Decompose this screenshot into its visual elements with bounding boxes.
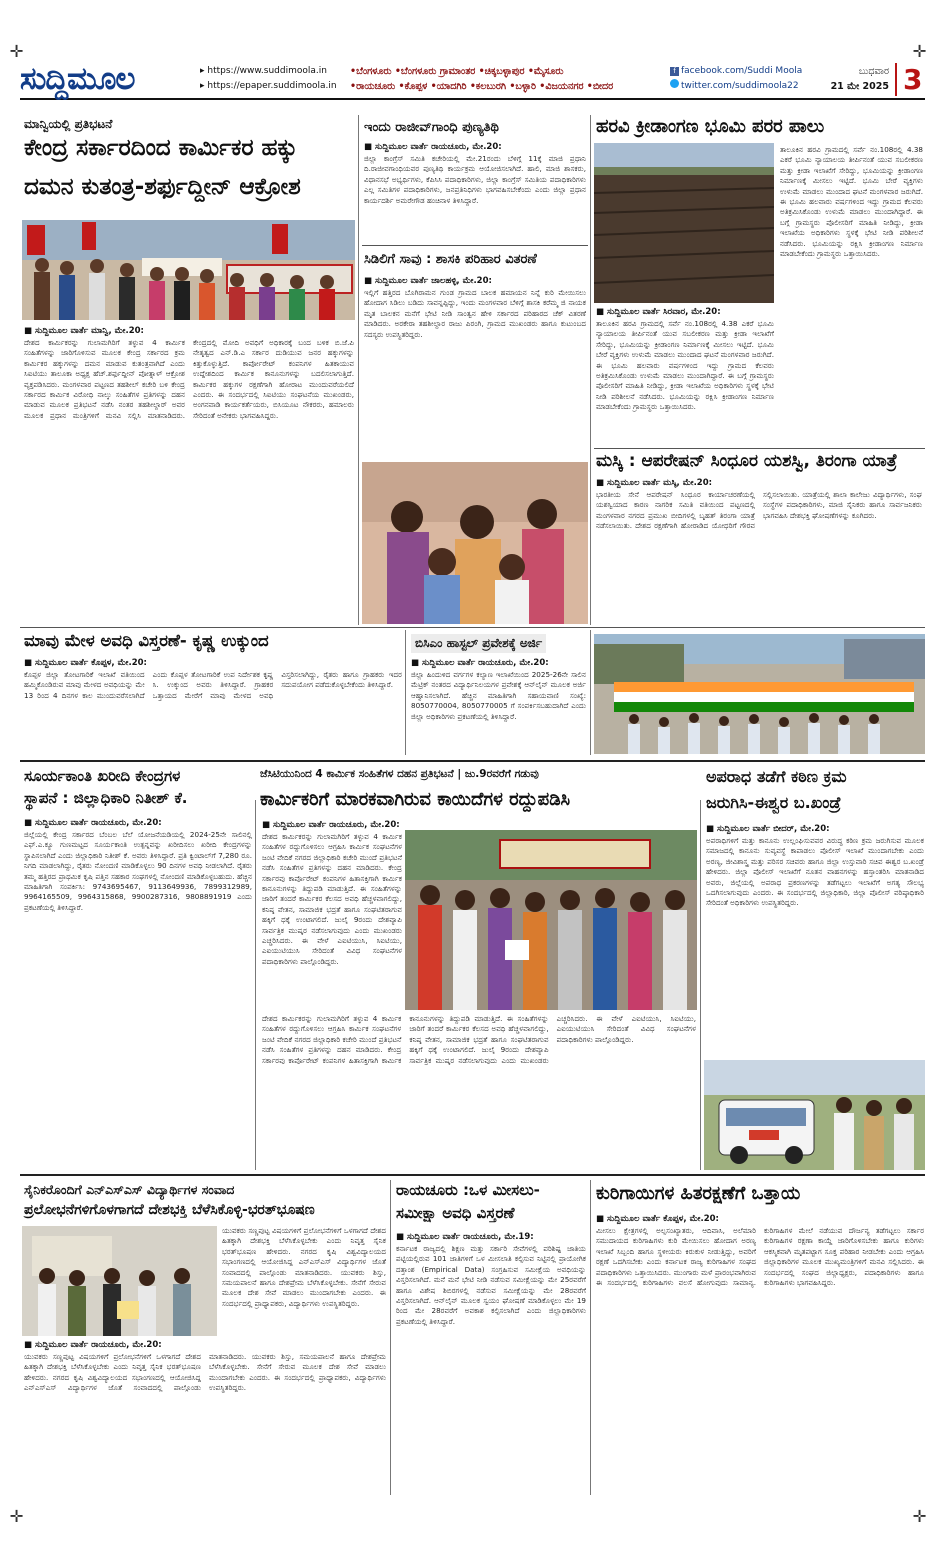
column-rule bbox=[590, 115, 591, 625]
column-rule bbox=[700, 800, 701, 1170]
section-rule bbox=[20, 627, 925, 628]
article-headline: ಕುರಿಗಾಯಿಗಳ ಹಿತರಕ್ಷಣೆಗೆ ಒತ್ತಾಯ bbox=[596, 1183, 801, 1204]
section-rule bbox=[594, 448, 925, 449]
article-body: ಯುವಕರು ಸಣ್ಣಪುಟ್ಟ ವಿಷಯಗಳಿಗೆ ಪ್ರಲೋಭನೆಗಳಿಗೆ ಒಳಗಾಗದೆ ದೇಶದ ಹಿತಕ್ಕಾಗಿ ದೇಶಭಕ್ತಿ ಬೆಳೆಸಿಕೊಳ್ಳಬೇಕು ಎಂದು ನಿವೃತ್ತ ಸೈನಿಕ ಭರತ್‌ಭೂಷಣ ಹೇಳಿದರು. ನಗರದ ಕೃಷಿ ವಿಶ್ವವಿದ್ಯಾಲಯದ ಸಭಾಂಗಣದಲ್ಲಿ ಆಯೋಜಿಸಿದ್ದ ಎನ್‌ಎಸ್‌ಎಸ್ ವಿದ್ಯಾರ್ಥಿಗಳ ಜೊತೆ ಸಂವಾದದಲ್ಲಿ ಪಾಲ್ಗೊಂಡು ಮಾತನಾಡಿದರು. ಯುವಕರು ಶಿಸ್ತು, ಸಮಯಪಾಲನೆ ಹಾಗೂ ದೇಶಪ್ರೇಮ ಬೆಳೆಸಿಕೊಳ್ಳಬೇಕು. ಸೇನೆಗೆ ಸೇರುವ ಮೂಲಕ ದೇಶ ಸೇವೆ ಮಾಡಲು ಮುಂದಾಗಬೇಕು ಎಂದರು. ಈ ಸಂದರ್ಭದಲ್ಲಿ ಪ್ರಾಧ್ಯಾಪಕರು, ವಿದ್ಯಾರ್ಥಿಗಳು ಉಪಸ್ಥಿತರಿದ್ದರು. bbox=[24, 1352, 386, 1393]
article-kicker: ಮಾನ್ವಿಯಲ್ಲಿ ಪ್ರತಿಭಟನೆ bbox=[24, 117, 113, 131]
cities-line-2: •ರಾಯಚೂರು •ಕೊಪ್ಪಳ •ಯಾದಗಿರಿ •ಕಲಬುರಗಿ •ಬಳ್ಳಾರಿ •ವಿಜಯನಗರ •ಬೀದರ bbox=[350, 81, 614, 92]
article-body-continued: ದೇಶದ ಕಾರ್ಮಿಕರನ್ನು ಗುಲಾಮಗಿರಿಗೆ ತಳ್ಳುವ 4 ಕಾರ್ಮಿಕ ಸಂಹಿತೆಗಳ ರದ್ದುಗೊಳಿಸಲು ಆಗ್ರಹಿಸಿ ಕಾರ್ಮಿಕ ಸಂಘಟನೆಗಳ ಜಂಟಿ ವೇದಿಕೆ ನಗರದ ಜಿಲ್ಲಾಧಿಕಾರಿ ಕಚೇರಿ ಮುಂದೆ ಪ್ರತಿಭಟನೆ ನಡೆಸಿ ಸಂಹಿತೆಗಳ ಪ್ರತಿಗಳನ್ನು ದಹನ ಮಾಡಿದರು. ಕೇಂದ್ರ ಸರ್ಕಾರವು ಕಾರ್ಪೊರೇಟ್ ಕಂಪನಿಗಳ ಹಿತಾಸಕ್ತಿಗಾಗಿ ಕಾರ್ಮಿಕ ಕಾನೂನುಗಳನ್ನು ತಿದ್ದುಪಡಿ ಮಾಡುತ್ತಿದೆ. ಈ ಸಂಹಿತೆಗಳನ್ನು ಜಾರಿಗೆ ತಂದರೆ ಕಾರ್ಮಿಕರ ಕೆಲಸದ ಅವಧಿ ಹೆಚ್ಚಳವಾಗಲಿದ್ದು, ಕನಿಷ್ಠ ವೇತನ, ಸಾಮಾಜಿಕ ಭದ್ರತೆ ಹಾಗೂ ಸಂಘಟಿತರಾಗುವ ಹಕ್ಕಿಗೆ ಧಕ್ಕೆ ಉಂಟಾಗಲಿದೆ. ಜುಲೈ 9ರಂದು ದೇಶವ್ಯಾಪಿ ಸಾರ್ವತ್ರಿಕ ಮುಷ್ಕರ ನಡೆಸಲಾಗುವುದು ಎಂದು ಮುಖಂಡರು ಎಚ್ಚರಿಸಿದರು. ಈ ವೇಳೆ ಎಐಟಿಯುಸಿ, ಸಿಐಟಿಯು, ಎಐಯುಟಿಯುಸಿ ಸೇರಿದಂತೆ ವಿವಿಧ ಸಂಘಟನೆಗಳ ಪದಾಧಿಕಾರಿಗಳು ಪಾಲ್ಗೊಂಡಿದ್ದರು. bbox=[262, 1014, 696, 1065]
article-kicker: ಇಂದು ರಾಜೀವ್‌ಗಾಂಧಿ ಪುಣ್ಯತಿಥಿ bbox=[364, 120, 499, 135]
article-body: ಮೀಸಲು ಕ್ಷೇತ್ರಗಳಲ್ಲಿ ಅಲ್ಪಸಂಖ್ಯಾತರು, ಆದಿವಾಸಿ, ಅಲೆಮಾರಿ ಸಮುದಾಯದ ಕುರಿಗಾಹಿಗಳು ಕುರಿ ಮೇಯಿಸಲು ಹೋದಾಗ ಅರಣ್ಯ ಇಲಾಖೆ ಸಿಬ್ಬಂದಿ ಹಾಗೂ ಸ್ಥಳೀಯರು ಕಿರುಕುಳ ನೀಡುತ್ತಿದ್ದು, ಅವರಿಗೆ ರಕ್ಷಣೆ ಒದಗಿಸಬೇಕು ಎಂದು ಕರ್ನಾಟಕ ರಾಜ್ಯ ಕುರಿಗಾಹಿಗಳ ಸಂಘದ ಪದಾಧಿಕಾರಿಗಳು ಒತ್ತಾಯಿಸಿದರು. ಮುಂಗಾರು ಮಳೆ ಪ್ರಾರಂಭವಾಗಿರುವ ಈ ಸಂದರ್ಭದಲ್ಲಿ ಕುರಿಗಾಹಿಗಳು ವಲಸೆ ಹೋಗುವುದು ಸಾಮಾನ್ಯ. ಕುರಿಗಾಹಿಗಳ ಮೇಲೆ ನಡೆಯುವ ದೌರ್ಜನ್ಯ ತಡೆಗಟ್ಟಲು ಸರ್ಕಾರ ಕುರಿಗಾಹಿಗಳ ರಕ್ಷಣಾ ಕಾಯ್ದೆ ಜಾರಿಗೊಳಿಸಬೇಕು ಹಾಗೂ ಕುರಿಗಳು ಆಕಸ್ಮಿಕವಾಗಿ ಮೃತಪಟ್ಟಾಗ ಸೂಕ್ತ ಪರಿಹಾರ ನೀಡಬೇಕು ಎಂದು ಆಗ್ರಹಿಸಿ ಜಿಲ್ಲಾಧಿಕಾರಿಗಳ ಮೂಲಕ ಮುಖ್ಯಮಂತ್ರಿಗಳಿಗೆ ಮನವಿ ಸಲ್ಲಿಸಿದರು. ಈ ಸಂದರ್ಭದಲ್ಲಿ ಸಂಘದ ಜಿಲ್ಲಾಧ್ಯಕ್ಷರು, ಪದಾಧಿಕಾರಿಗಳು ಹಾಗೂ ಕುರಿಗಾಹಿಗಳು ಭಾಗವಹಿಸಿದ್ದರು. bbox=[596, 1226, 924, 1288]
article-headline: ಮಸ್ಕಿ : ಆಪರೇಷನ್ ಸಿಂಧೂರ ಯಶಸ್ವಿ, ತಿರಂಗಾ ಯಾತ್ರೆ bbox=[596, 451, 898, 471]
article-byline: ■ ಸುದ್ದಿಮೂಲ ವಾರ್ತೆ ರಾಯಚೂರು, ಮೇ.19: bbox=[396, 1232, 534, 1242]
crop-mark: ✛ bbox=[10, 1503, 24, 1528]
protest-photo bbox=[22, 220, 355, 320]
article-body: ಇಲ್ಲಿಗೆ ಹತ್ತಿರದ ಬೊಗಿರಾಮನ ಗುಂಡ ಗ್ರಾಮದ ಬಾಲಕ ಹಮಾಯನ ನಿನ್ನೆ ಕುರಿ ಮೇಯಿಸಲು ಹೋದಾಗ ಸಿಡಿಲು ಬಡಿದು ಸಾವನ್ನಪ್ಪಿದ್ದು, ಇಂದು ಮಂಗಳವಾರ ಬೆಳಿಗ್ಗೆ ಶಾಸಕಿ ಕರೆಮ್ಮ ಜಿ ನಾಯಕ ಮೃತ ಬಾಲಕನ ಮನೆಗೆ ಭೇಟಿ ನೀಡಿ ಸಾಂತ್ವನ ಹೇಳಿ ಸರ್ಕಾರದ ಪರಿಹಾರದ ಚೆಕ್ ವಿತರಣೆ ಮಾಡಿದರು. ಅರಕೇರಾ ತಹಶೀಲ್ದಾರ ರಾಜು ಪಿರಂಗಿ, ಗ್ರಾಮದ ಮುಖಂಡರು ಹಾಗೂ ಕುಟುಂಬದ ಸದಸ್ಯರು ಉಪಸ್ಥಿತರಿದ್ದರು. bbox=[364, 288, 586, 339]
article-body: ದೇಶದ ಕಾರ್ಮಿಕರನ್ನು ಗುಲಾಮಗಿರಿಗೆ ತಳ್ಳುವ 4 ಕಾರ್ಮಿಕ ಸಂಹಿತೆಗಳನ್ನು ಜಾರಿಗೊಳಿಸುವ ಮೂಲಕ ಕೇಂದ್ರ ಸರ್ಕಾರದ ಕ್ರಮ ಕಾರ್ಮಿಕರ ಹಕ್ಕುಗಳನ್ನು ದಮನ ಮಾಡುವ ಕುತಂತ್ರವಾಗಿದೆ ಎಂದು ಸಿಐಟಿಯು ತಾಲೂಕಾ ಅಧ್ಯಕ್ಷ ಹೆಚ್.ಶರ್ಫುದ್ದೀನ್ ಪೋತ್ನಾಳ್ ಆಕ್ರೋಶ ವ್ಯಕ್ತಪಡಿಸಿದರು. ಮಂಗಳವಾರ ಪಟ್ಟಣದ ತಹಶೀಲ್ ಕಚೇರಿ ಬಳಿ ಕೇಂದ್ರ ಸರ್ಕಾರದ ಕಾರ್ಮಿಕ ವಿರೋಧಿ ನಾಲ್ಕು ಸಂಹಿತೆಗಳ ಪ್ರತಿಗಳನ್ನು ದಹನ ಮಾಡುವ ಮೂಲಕ ಪ್ರತಿಭಟನೆ ನಡೆಸಿ ನಂತರ ತಹಶೀಲ್ದಾರ್ ಅವರ ಮೂಲಕ ಪ್ರಧಾನ ಮಂತ್ರಿಗಳಿಗೆ ಮನವಿ ಸಲ್ಲಿಸಿ ಮಾತನಾಡಿದರು. ಕೇಂದ್ರದಲ್ಲಿ ಮೋದಿ ಅವಧಿಗೆ ಅಧಿಕಾರಕ್ಕೆ ಬಂದ ಬಳಿಕ ಬಿ.ಜೆ.ಪಿ ನೇತೃತ್ವದ ಎನ್.ಡಿ.ಎ ಸರ್ಕಾರ ದುಡಿಯುವ ಜನರ ಹಕ್ಕುಗಳನ್ನು ಕಿತ್ತುಕೊಳ್ಳುತ್ತಿದೆ. ಕಾರ್ಪೋರೇಟ್ ಕಂಪನಿಗಳ ಹಿತಕಾಯುವ ಉದ್ದೇಶದಿಂದ ಕಾರ್ಮಿಕ ಕಾನೂನುಗಳನ್ನು ಬದಲಿಸಲಾಗುತ್ತಿದೆ. ಕಾರ್ಮಿಕರ ಹಕ್ಕುಗಳ ರಕ್ಷಣೆಗಾಗಿ ಹೋರಾಟ ಮುಂದುವರೆಯಲಿದೆ ಎಂದರು. ಈ ಸಂದರ್ಭದಲ್ಲಿ ಸಿಐಟಿಯು ಸಂಘಟನೆಯ ಮುಖಂಡರು, ಅಂಗನವಾಡಿ ಕಾರ್ಯಕರ್ತೆಯರು, ಬಿಸಿಯೂಟ ನೌಕರರು, ಹಮಾಲರು ಸೇರಿದಂತೆ ಅನೇಕರು ಭಾಗವಹಿಸಿದ್ದರು. bbox=[24, 338, 354, 420]
article-headline: ಸೂರ್ಯಕಾಂತಿ ಖರೀದಿ ಕೇಂದ್ರಗಳ bbox=[24, 767, 181, 785]
crop-mark: ✛ bbox=[913, 38, 927, 63]
issue-date bbox=[820, 64, 895, 94]
article-byline: ■ ಸುದ್ದಿಮೂಲ ವಾರ್ತೆ ರಾಯಚೂರು, ಮೇ.20: bbox=[24, 818, 162, 828]
newspaper-logo: ಸುದ್ದಿಮೂಲ bbox=[20, 60, 135, 97]
cities-line-1: •ಬೆಂಗಳೂರು •ಬೆಂಗಳೂರು ಗ್ರಾಮಾಂತರ •ಚಿಕ್ಕಬಳ್ಳಾಪುರ •ಮೈಸೂರು bbox=[350, 66, 564, 77]
article-body: ಜಿಲ್ಲಾ ಹಿಂದುಳಿದ ವರ್ಗಗಳ ಕಲ್ಯಾಣ ಇಲಾಖೆಯಿಂದ 2025-26ನೇ ಸಾಲಿನ ಮೆಟ್ರಿಕ್ ನಂತರದ ವಿದ್ಯಾರ್ಥಿನಿಲಯಗಳ ಪ್ರವೇಶಕ್ಕೆ ಆನ್‌ಲೈನ್ ಮೂಲಕ ಅರ್ಜಿ ಆಹ್ವಾನಿಸಲಾಗಿದೆ. ಹೆಚ್ಚಿನ ಮಾಹಿತಿಗಾಗಿ ಸಹಾಯವಾಣಿ ಸಂಖ್ಯೆ: 8050770004, 8050770005 ಗೆ ಸಂಪರ್ಕಿಸಬಹುದಾಗಿದೆ ಎಂದು ಜಿಲ್ಲಾ ಅಧಿಕಾರಿಗಳು ಪ್ರಕಟಣೆಯಲ್ಲಿ ತಿಳಿಸಿದ್ದಾರೆ. bbox=[411, 670, 586, 721]
article-byline: ■ ಸುದ್ದಿಮೂಲ ವಾರ್ತೆ ರಾಯಚೂರು, ಮೇ.20: bbox=[364, 142, 502, 152]
nss-event-photo bbox=[22, 1226, 217, 1336]
article-body: ಅಪರಾಧಿಗಳಿಗೆ ಮತ್ತು ಕಾನೂನು ಉಲ್ಲಂಘಿಸುವವರ ವಿರುದ್ಧ ಕಠಿಣ ಕ್ರಮ ಜರುಗಿಸುವ ಮೂಲಕ ಸಮಾಜದಲ್ಲಿ ಕಾನೂನು ಸುವ್ಯವಸ್ಥೆ ಕಾಪಾಡಲು ಪೊಲೀಸ್ ಇಲಾಖೆ ಮುಂದಾಗಬೇಕು ಎಂದು ಅರಣ್ಯ, ಜೀವಿಶಾಸ್ತ್ರ ಮತ್ತು ಪರಿಸರ ಸಚಿವರು ಹಾಗೂ ಜಿಲ್ಲಾ ಉಸ್ತುವಾರಿ ಸಚಿವ ಈಶ್ವರ ಬ.ಖಂಡ್ರೆ ಹೇಳಿದರು. ಜಿಲ್ಲಾ ಪೊಲೀಸ್ ಇಲಾಖೆಗೆ ನೂತನ ವಾಹನಗಳನ್ನು ಹಸ್ತಾಂತರಿಸಿ ಮಾತನಾಡಿದ ಅವರು, ಜಿಲ್ಲೆಯಲ್ಲಿ ಅಪರಾಧ ಪ್ರಕರಣಗಳನ್ನು ತಡೆಗಟ್ಟಲು ಇಲಾಖೆಗೆ ಅಗತ್ಯ ಸೌಲಭ್ಯ ಒದಗಿಸಲಾಗುವುದು ಎಂದರು. ಈ ಸಂದರ್ಭದಲ್ಲಿ ಜಿಲ್ಲಾಧಿಕಾರಿ, ಜಿಲ್ಲಾ ಪೊಲೀಸ್ ವರಿಷ್ಠಾಧಿಕಾರಿ ಸೇರಿದಂತೆ ಅಧಿಕಾರಿಗಳು ಉಪಸ್ಥಿತರಿದ್ದರು. bbox=[706, 836, 924, 908]
article-byline: ■ ಸುದ್ದಿಮೂಲ ವಾರ್ತೆ ಸಿರವಾರ, ಮೇ.20: bbox=[596, 307, 721, 317]
issue-date-text: 21 ಮೇ 2025 bbox=[830, 81, 889, 92]
article-headline: ಸ್ಥಾಪನೆ : ಜಿಲ್ಲಾಧಿಕಾರಿ ನಿತೀಶ್ ಕೆ. bbox=[24, 789, 188, 807]
article-byline: ■ ಸುದ್ದಿಮೂಲ ವಾರ್ತೆ ರಾಯಚೂರು, ಮೇ.20: bbox=[411, 658, 549, 668]
article-headline: ಸಮೀಕ್ಷಾ ಅವಧಿ ವಿಸ್ತರಣೆ bbox=[396, 1204, 515, 1222]
farmland-photo bbox=[594, 143, 774, 303]
crop-mark: ✛ bbox=[10, 38, 24, 63]
article-byline: ■ ಸುದ್ದಿಮೂಲ ವಾರ್ತೆ ರಾಯಚೂರು, ಮೇ.20: bbox=[262, 820, 400, 830]
issue-day: ಬುಧವಾರ bbox=[858, 66, 889, 77]
column-rule bbox=[390, 1180, 391, 1495]
masthead bbox=[20, 60, 925, 100]
edition-cities bbox=[350, 64, 670, 94]
website-url[interactable]: ▸ https://www.suddimoola.in bbox=[200, 66, 327, 76]
police-vehicle-photo bbox=[704, 1060, 925, 1170]
crop-mark: ✛ bbox=[913, 1503, 927, 1528]
twitter-link[interactable]: twitter.com/suddimoola22 bbox=[670, 79, 820, 94]
page-number: 3 bbox=[895, 63, 922, 96]
tiranga-rally-photo bbox=[594, 634, 925, 754]
article-body: ತಾಲೂಕಿನ ಹರವಿ ಗ್ರಾಮದಲ್ಲಿ ಸರ್ವೆ ನಂ.108ರಲ್ಲಿ 4.38 ಎಕರೆ ಭೂಮಿ ನ್ಯಾಯಾಲಯ ತೀರ್ಪಿನಂತೆ ಯುವ ಸಬಲೀಕರಣ ಮತ್ತು ಕ್ರೀಡಾ ಇಲಾಖೆಗೆ ಸೇರಿದ್ದು, ಭೂಮಿಯನ್ನು ಕ್ರೀಡಾಂಗಣ ನಿರ್ಮಾಣಕ್ಕೆ ಮೀಸಲು ಇಟ್ಟಿದೆ. ಭೂಮಿ ಬೇರೆ ವ್ಯಕ್ತಿಗಳು ಉಳುಮೆ ಮಾಡಲು ಮುಂದಾದ ಘಟನೆ ಮಂಗಳವಾರ ಜರುಗಿದೆ. ಈ ಭೂಮಿ ಹಲವಾರು ವರ್ಷಗಳಿಂದ ಇದ್ದು ಗ್ರಾಮದ ಕೆಲವರು ಅತಿಕ್ರಮಿಸಿಕೊಂಡು ಉಳುಮೆ ಮಾಡಲು ಮುಂದಾಗಿದ್ದಾರೆ. ಈ ಬಗ್ಗೆ ಗ್ರಾಮಸ್ಥರು ಪೊಲೀಸರಿಗೆ ಮಾಹಿತಿ ನೀಡಿದ್ದು, ಕ್ರೀಡಾ ಇಲಾಖೆಯ ಅಧಿಕಾರಿಗಳು ಸ್ಥಳಕ್ಕೆ ಭೇಟಿ ನೀಡಿ ಪರಿಶೀಲನೆ ನಡೆಸಿದರು. ಭೂಮಿಯನ್ನು ರಕ್ಷಿಸಿ ಕ್ರೀಡಾಂಗಣ ನಿರ್ಮಾಣ ಮಾಡಬೇಕೆಂದು ಗ್ರಾಮಸ್ಥರು ಒತ್ತಾಯಿಸಿದರು. bbox=[596, 319, 774, 412]
column-rule bbox=[405, 630, 406, 755]
epaper-url[interactable]: ▸ https://epaper.suddimoola.in bbox=[200, 81, 337, 91]
section-rule bbox=[20, 1174, 925, 1176]
facebook-icon: f bbox=[670, 67, 679, 76]
article-body: ಕೊಪ್ಪಳ ಜಿಲ್ಲಾ ತೋಟಗಾರಿಕೆ ಇಲಾಖೆ ವತಿಯಿಂದ ಹಮ್ಮಿಕೊಂಡಿರುವ ಮಾವು ಮೇಳದ ಅವಧಿಯನ್ನು ಮೇ 13 ರಿಂದ 4 ದಿನಗಳ ಕಾಲ ಮುಂದುವರೆಸಲಾಗಿದೆ ಎಂದು ಕೊಪ್ಪಳ ತೋಟಗಾರಿಕೆ ಉಪ ನಿರ್ದೇಶಕ ಕೃಷ್ಣ ಸಿ. ಉಕ್ಕುಂದ ಅವರು ತಿಳಿಸಿದ್ದಾರೆ. ಗ್ರಾಹಕರ ಒತ್ತಾಯದ ಮೇರೆಗೆ ಮಾವು ಮೇಳದ ಅವಧಿ ವಿಸ್ತರಿಸಲಾಗಿದ್ದು, ರೈತರು ಹಾಗೂ ಗ್ರಾಹಕರು ಇದರ ಸದುಪಯೋಗ ಪಡೆದುಕೊಳ್ಳಬೇಕೆಂದು ತಿಳಿಸಿದ್ದಾರೆ. bbox=[24, 670, 402, 700]
article-byline: ■ ಸುದ್ದಿಮೂಲ ವಾರ್ತೆ ಬೀದರ್, ಮೇ.20: bbox=[706, 824, 830, 834]
facebook-link[interactable]: f facebook.com/Suddi Moola bbox=[670, 64, 820, 79]
article-byline: ■ ಸುದ್ದಿಮೂಲ ವಾರ್ತೆ ರಾಯಚೂರು, ಮೇ.20: bbox=[24, 1340, 162, 1350]
article-headline: ಪ್ರಲೋಭನೆಗಳಿಗೊಳಗಾಗದೆ ದೇಶಭಕ್ತಿ ಬೆಳೆಸಿಕೊಳ್ಳಿ-ಭರತ್‌ಭೂಷಣ bbox=[24, 1202, 315, 1218]
article-body-side: ಯುವಕರು ಸಣ್ಣಪುಟ್ಟ ವಿಷಯಗಳಿಗೆ ಪ್ರಲೋಭನೆಗಳಿಗೆ ಒಳಗಾಗದೆ ದೇಶದ ಹಿತಕ್ಕಾಗಿ ದೇಶಭಕ್ತಿ ಬೆಳೆಸಿಕೊಳ್ಳಬೇಕು ಎಂದು ನಿವೃತ್ತ ಸೈನಿಕ ಭರತ್‌ಭೂಷಣ ಹೇಳಿದರು. ನಗರದ ಕೃಷಿ ವಿಶ್ವವಿದ್ಯಾಲಯದ ಸಭಾಂಗಣದಲ್ಲಿ ಆಯೋಜಿಸಿದ್ದ ಎನ್‌ಎಸ್‌ಎಸ್ ವಿದ್ಯಾರ್ಥಿಗಳ ಜೊತೆ ಸಂವಾದದಲ್ಲಿ ಪಾಲ್ಗೊಂಡು ಮಾತನಾಡಿದರು. ಯುವಕರು ಶಿಸ್ತು, ಸಮಯಪಾಲನೆ ಹಾಗೂ ದೇಶಪ್ರೇಮ ಬೆಳೆಸಿಕೊಳ್ಳಬೇಕು. ಸೇನೆಗೆ ಸೇರುವ ಮೂಲಕ ದೇಶ ಸೇವೆ ಮಾಡಲು ಮುಂದಾಗಬೇಕು ಎಂದರು. ಈ ಸಂದರ್ಭದಲ್ಲಿ ಪ್ರಾಧ್ಯಾಪಕರು, ವಿದ್ಯಾರ್ಥಿಗಳು ಉಪಸ್ಥಿತರಿದ್ದರು. bbox=[222, 1226, 386, 1308]
article-body: ಕರ್ನಾಟಕ ರಾಜ್ಯದಲ್ಲಿ ಶಿಕ್ಷಣ ಮತ್ತು ಸರ್ಕಾರಿ ಸೇವೆಗಳಲ್ಲಿ ಪರಿಶಿಷ್ಟ ಜಾತಿಯ ಪಟ್ಟಿಯಲ್ಲಿರುವ 101 ಜಾತಿಗಳಿಗೆ ಒಳ ಮೀಸಲಾತಿ ಕಲ್ಪಿಸುವ ನಿಟ್ಟಿನಲ್ಲಿ ಪ್ರಾಯೋಗಿಕ ದತ್ತಾಂಶ (Empirical Data) ಸಂಗ್ರಹಿಸುವ ಸಮೀಕ್ಷೆಯ ಅವಧಿಯನ್ನು ವಿಸ್ತರಿಸಲಾಗಿದೆ. ಮನೆ ಮನೆ ಭೇಟಿ ನೀಡಿ ನಡೆಸುವ ಸಮೀಕ್ಷೆಯನ್ನು ಮೇ 25ರವರೆಗೆ ಹಾಗೂ ವಿಶೇಷ ಶಿಬಿರಗಳಲ್ಲಿ ನಡೆಸುವ ಸಮೀಕ್ಷೆಯನ್ನು ಮೇ 28ರವರೆಗೆ ವಿಸ್ತರಿಸಲಾಗಿದೆ. ಆನ್‌ಲೈನ್ ಮೂಲಕ ಸ್ವಯಂ ಘೋಷಣೆ ಮಾಡಿಕೊಳ್ಳಲು ಮೇ 19 ರಿಂದ ಮೇ 28ರವರೆಗೆ ಅವಕಾಶ ಕಲ್ಪಿಸಲಾಗಿದೆ ಎಂದು ಜಿಲ್ಲಾಧಿಕಾರಿಗಳು ಪ್ರಕಟಣೆಯಲ್ಲಿ ತಿಳಿಸಿದ್ದಾರೆ. bbox=[396, 1244, 586, 1326]
article-byline: ■ ಸುದ್ದಿಮೂಲ ವಾರ್ತೆ ಮಸ್ಕಿ, ಮೇ.20: bbox=[596, 478, 713, 488]
article-byline: ■ ಸುದ್ದಿಮೂಲ ವಾರ್ತೆ ಮಾನ್ವಿ, ಮೇ.20: bbox=[24, 326, 144, 336]
article-byline: ■ ಸುದ್ದಿಮೂಲ ವಾರ್ತೆ ಜಾಲಹಳ್ಳಿ, ಮೇ.20: bbox=[364, 276, 492, 286]
article-body: ದೇಶದ ಕಾರ್ಮಿಕರನ್ನು ಗುಲಾಮಗಿರಿಗೆ ತಳ್ಳುವ 4 ಕಾರ್ಮಿಕ ಸಂಹಿತೆಗಳ ರದ್ದುಗೊಳಿಸಲು ಆಗ್ರಹಿಸಿ ಕಾರ್ಮಿಕ ಸಂಘಟನೆಗಳ ಜಂಟಿ ವೇದಿಕೆ ನಗರದ ಜಿಲ್ಲಾಧಿಕಾರಿ ಕಚೇರಿ ಮುಂದೆ ಪ್ರತಿಭಟನೆ ನಡೆಸಿ ಸಂಹಿತೆಗಳ ಪ್ರತಿಗಳನ್ನು ದಹನ ಮಾಡಿದರು. ಕೇಂದ್ರ ಸರ್ಕಾರವು ಕಾರ್ಪೊರೇಟ್ ಕಂಪನಿಗಳ ಹಿತಾಸಕ್ತಿಗಾಗಿ ಕಾರ್ಮಿಕ ಕಾನೂನುಗಳನ್ನು ತಿದ್ದುಪಡಿ ಮಾಡುತ್ತಿದೆ. ಈ ಸಂಹಿತೆಗಳನ್ನು ಜಾರಿಗೆ ತಂದರೆ ಕಾರ್ಮಿಕರ ಕೆಲಸದ ಅವಧಿ ಹೆಚ್ಚಳವಾಗಲಿದ್ದು, ಕನಿಷ್ಠ ವೇತನ, ಸಾಮಾಜಿಕ ಭದ್ರತೆ ಹಾಗೂ ಸಂಘಟಿತರಾಗುವ ಹಕ್ಕಿಗೆ ಧಕ್ಕೆ ಉಂಟಾಗಲಿದೆ. ಜುಲೈ 9ರಂದು ದೇಶವ್ಯಾಪಿ ಸಾರ್ವತ್ರಿಕ ಮುಷ್ಕರ ನಡೆಸಲಾಗುವುದು ಎಂದು ಮುಖಂಡರು ಎಚ್ಚರಿಸಿದರು. ಈ ವೇಳೆ ಎಐಟಿಯುಸಿ, ಸಿಐಟಿಯು, ಎಐಯುಟಿಯುಸಿ ಸೇರಿದಂತೆ ವಿವಿಧ ಸಂಘಟನೆಗಳ ಪದಾಧಿಕಾರಿಗಳು ಪಾಲ್ಗೊಂಡಿದ್ದರು. bbox=[262, 832, 402, 966]
article-headline: ಜರುಗಿಸಿ-ಈಶ್ವರ ಬ.ಖಂಡ್ರೆ bbox=[706, 793, 841, 812]
column-rule bbox=[590, 630, 591, 755]
article-headline: ಕಾರ್ಮಿಕರಿಗೆ ಮಾರಕವಾಗಿರುವ ಕಾಯಿದೆಗಳ ರದ್ದುಪಡಿಸಿ bbox=[260, 789, 571, 810]
article-body: ಭಾರತೀಯ ಸೇನೆ ಆಪರೇಷನ್ ಸಿಂಧೂರ ಕಾರ್ಯಾಚರಣೆಯಲ್ಲಿ ಯಶಸ್ವಿಯಾದ ಕಾರಣ ನಾಗರಿಕ ಸಮಿತಿ ವತಿಯಿಂದ ಪಟ್ಟಣದಲ್ಲಿ ಮಂಗಳವಾರ ನಗರದ ಪ್ರಮುಖ ಬೀದಿಗಳಲ್ಲಿ ಬೃಹತ್ ತಿರಂಗಾ ಯಾತ್ರೆ ನಡೆಸಲಾಯಿತು. ದೇಶದ ರಕ್ಷಣೆಗಾಗಿ ಹೋರಾಡಿದ ಯೋಧರಿಗೆ ಗೌರವ ಸಲ್ಲಿಸಲಾಯಿತು. ಯಾತ್ರೆಯಲ್ಲಿ ಶಾಲಾ ಕಾಲೇಜು ವಿದ್ಯಾರ್ಥಿಗಳು, ಸಂಘ ಸಂಸ್ಥೆಗಳ ಪದಾಧಿಕಾರಿಗಳು, ಮಾಜಿ ಸೈನಿಕರು ಹಾಗೂ ಸಾರ್ವಜನಿಕರು ಭಾಗವಹಿಸಿ ದೇಶಭಕ್ತಿ ಘೋಷಣೆಗಳನ್ನು ಕೂಗಿದರು. bbox=[596, 490, 922, 531]
article-headline: ದಮನ ಕುತಂತ್ರ-ಶರ್ಫುದ್ದೀನ್ ಆಕ್ರೋಶ bbox=[24, 174, 301, 200]
article-byline: ■ ಸುದ್ದಿಮೂಲ ವಾರ್ತೆ ಕೊಪ್ಪಳ, ಮೇ.20: bbox=[24, 658, 147, 668]
article-body: ಜಿಲ್ಲೆಯಲ್ಲಿ ಕೇಂದ್ರ ಸರ್ಕಾರದ ಬೆಂಬಲ ಬೆಲೆ ಯೋಜನೆಯಡಿಯಲ್ಲಿ 2024-25ನೇ ಸಾಲಿನಲ್ಲಿ ಎಫ್.ಎ.ಕ್ಯೂ ಗುಣಮಟ್ಟದ ಸೂರ್ಯಕಾಂತಿ ಉತ್ಪನ್ನವನ್ನು ಖರೀದಿಸಲು ಖರೀದಿ ಕೇಂದ್ರಗಳನ್ನು ಸ್ಥಾಪಿಸಲಾಗಿದೆ ಎಂದು ಜಿಲ್ಲಾಧಿಕಾರಿ ನಿತೀಶ್ ಕೆ. ಅವರು ತಿಳಿಸಿದ್ದಾರೆ. ಪ್ರತಿ ಕ್ವಿಂಟಾಲ್‌ಗೆ 7,280 ರೂ. ನಿಗದಿ ಮಾಡಲಾಗಿದ್ದು, ರೈತರು ನೋಂದಣಿ ಮಾಡಿಕೊಳ್ಳಲು 90 ದಿನಗಳ ಅವಧಿ ನೀಡಲಾಗಿದೆ. ರೈತರು ತಮ್ಮ ಹತ್ತಿರದ ಪ್ರಾಥಮಿಕ ಕೃಷಿ ಪತ್ತಿನ ಸಹಕಾರ ಸಂಘಗಳಲ್ಲಿ ನೋಂದಣಿ ಮಾಡಿಕೊಳ್ಳಬಹುದು. ಹೆಚ್ಚಿನ ಮಾಹಿತಿಗಾಗಿ ಸಂಪರ್ಕಿಸಿ: 9743695467, 9113649936, 7899312989, 9964165509, 9964315868, 9900287316, 9808891919 ಎಂದು ಪ್ರಕಟಣೆಯಲ್ಲಿ ತಿಳಿಸಿದ್ದಾರೆ. bbox=[24, 830, 252, 912]
article-body: ಜಿಲ್ಲಾ ಕಾಂಗ್ರೆಸ್ ಸಮಿತಿ ಕಚೇರಿಯಲ್ಲಿ ಮೇ.21ರಂದು ಬೆಳಿಗ್ಗೆ 11ಕ್ಕೆ ಮಾಜಿ ಪ್ರಧಾನಿ ದಿ.ರಾಜೀವಗಾಂಧಿಯವರ ಪುಣ್ಯತಿಥಿ ಕಾರ್ಯಕ್ರಮ ಆಯೋಜಿಸಲಾಗಿದೆ. ಹಾಲಿ, ಮಾಜಿ ಶಾಸಕರು, ವಿಧಾನಸಭೆ ಅಭ್ಯರ್ಥಿಗಳು, ಕೆಪಿಸಿಸಿ ಪದಾಧಿಕಾರಿಗಳು, ಜಿಲ್ಲಾ ಕಾಂಗ್ರೆಸ್ ಸಮಿತಿಯ ಪದಾಧಿಕಾರಿಗಳು ಎಲ್ಲ ಸಮಿತಿಗಳ ಪದಾಧಿಕಾರಿಗಳು, ಜನಪ್ರತಿನಿಧಿಗಳು ಭಾಗವಹಿಸಬೇಕೆಂದು ಎಂದು ಜಿಲ್ಲಾ ಪ್ರಧಾನ ಕಾರ್ಯದರ್ಶಿ ಅಮರೇಗೌಡ ಹಂಚಿನಾಳ ತಿಳಿಸಿದ್ದಾರೆ. bbox=[364, 154, 586, 205]
article-headline: ಅಪರಾಧ ತಡೆಗೆ ಕಠಿಣ ಕ್ರಮ bbox=[706, 767, 847, 786]
column-rule bbox=[358, 115, 359, 625]
article-kicker: ಸೈನಿಕರೊಂದಿಗೆ ಎನ್‌ಎಸ್‌ಎಸ್ ವಿದ್ಯಾರ್ಥಿಗಳ ಸಂವಾದ bbox=[24, 1182, 235, 1197]
section-rule bbox=[20, 760, 925, 762]
mourning-family-photo bbox=[362, 462, 588, 624]
column-rule bbox=[590, 1180, 591, 1495]
jctu-protest-photo bbox=[405, 830, 697, 1010]
article-kicker: ಬಿಸಿಎಂ ಹಾಸ್ಟಲ್ ಪ್ರವೇಶಕ್ಕೆ ಅರ್ಜಿ bbox=[411, 634, 546, 653]
twitter-icon bbox=[670, 79, 679, 88]
article-body-continued: ತಾಲೂಕಿನ ಹರವಿ ಗ್ರಾಮದಲ್ಲಿ ಸರ್ವೆ ನಂ.108ರಲ್ಲಿ 4.38 ಎಕರೆ ಭೂಮಿ ನ್ಯಾಯಾಲಯ ತೀರ್ಪಿನಂತೆ ಯುವ ಸಬಲೀಕರಣ ಮತ್ತು ಕ್ರೀಡಾ ಇಲಾಖೆಗೆ ಸೇರಿದ್ದು, ಭೂಮಿಯನ್ನು ಕ್ರೀಡಾಂಗಣ ನಿರ್ಮಾಣಕ್ಕೆ ಮೀಸಲು ಇಟ್ಟಿದೆ. ಭೂಮಿ ಬೇರೆ ವ್ಯಕ್ತಿಗಳು ಉಳುಮೆ ಮಾಡಲು ಮುಂದಾದ ಘಟನೆ ಮಂಗಳವಾರ ಜರುಗಿದೆ. ಈ ಭೂಮಿ ಹಲವಾರು ವರ್ಷಗಳಿಂದ ಇದ್ದು ಗ್ರಾಮದ ಕೆಲವರು ಅತಿಕ್ರಮಿಸಿಕೊಂಡು ಉಳುಮೆ ಮಾಡಲು ಮುಂದಾಗಿದ್ದಾರೆ. ಈ ಬಗ್ಗೆ ಗ್ರಾಮಸ್ಥರು ಪೊಲೀಸರಿಗೆ ಮಾಹಿತಿ ನೀಡಿದ್ದು, ಕ್ರೀಡಾ ಇಲಾಖೆಯ ಅಧಿಕಾರಿಗಳು ಸ್ಥಳಕ್ಕೆ ಭೇಟಿ ನೀಡಿ ಪರಿಶೀಲನೆ ನಡೆಸಿದರು. ಭೂಮಿಯನ್ನು ರಕ್ಷಿಸಿ ಕ್ರೀಡಾಂಗಣ ನಿರ್ಮಾಣ ಮಾಡಬೇಕೆಂದು ಗ್ರಾಮಸ್ಥರು ಒತ್ತಾಯಿಸಿದರು. bbox=[780, 145, 923, 259]
article-kicker: ಸಿಡಿಲಿಗೆ ಸಾವು : ಶಾಸಕಿ ಪರಿಹಾರ ವಿತರಣೆ bbox=[364, 252, 537, 267]
article-headline: ರಾಯಚೂರು :ಒಳ ಮೀಸಲು- bbox=[396, 1181, 540, 1199]
social-links bbox=[670, 64, 820, 94]
section-rule bbox=[362, 245, 588, 246]
column-rule bbox=[255, 800, 256, 1170]
website-links bbox=[200, 64, 350, 94]
article-kicker: ಜೆಸಿಟಿಯುನಿಂದ 4 ಕಾರ್ಮಿಕ ಸಂಹಿತೆಗಳ ದಹನ ಪ್ರತಿಭಟನೆ | ಜು.9ರವರೆಗೆ ಗಡುವು bbox=[260, 768, 539, 780]
article-headline: ಮಾವು ಮೇಳ ಅವಧಿ ವಿಸ್ತರಣೆ- ಕೃಷ್ಣ ಉಕ್ಕುಂದ bbox=[24, 631, 269, 650]
article-byline: ■ ಸುದ್ದಿಮೂಲ ವಾರ್ತೆ ಕೊಪ್ಪಳ, ಮೇ.20: bbox=[596, 1214, 719, 1224]
article-headline: ಕೇಂದ್ರ ಸರ್ಕಾರದಿಂದ ಕಾರ್ಮಿಕರ ಹಕ್ಕು bbox=[24, 135, 298, 161]
article-headline: ಹರವಿ ಕ್ರೀಡಾಂಗಣ ಭೂಮಿ ಪರರ ಪಾಲು bbox=[596, 116, 825, 137]
